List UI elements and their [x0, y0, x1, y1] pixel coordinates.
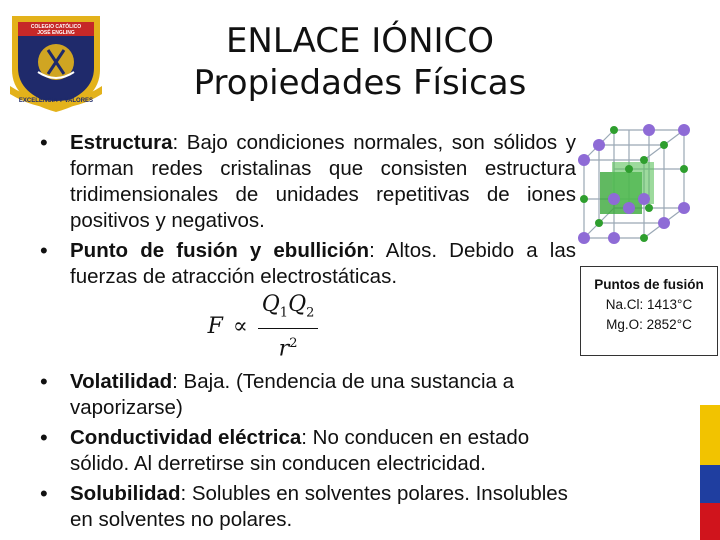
- term-description: : Bajo condiciones normales, son sólidos y forman redes cristalinas que consisten estructura tridimensionales de unidades repetitivas de iones positivos y negativos.: [70, 131, 576, 232]
- melting-points-box: [580, 266, 718, 356]
- formula-proportional-symbol: ∝: [232, 314, 248, 340]
- melting-point-mgo: Mg.O: 2852°C: [606, 317, 692, 332]
- list-item-conductivity: [36, 425, 576, 477]
- formula-force: F: [207, 314, 223, 340]
- flag-yellow-band: [700, 405, 720, 465]
- melting-point-nacl: Na.Cl: 1413°C: [605, 297, 693, 312]
- title-line-1: ENLACE IÓNICO: [225, 21, 495, 61]
- flag-stripe: [700, 405, 720, 540]
- formula-denominator: $r^2$: [278, 336, 298, 362]
- term-description: : Altos. Debido a las fuerzas de atracción electrostáticas.: [70, 239, 576, 288]
- flag-blue-band: [700, 465, 720, 503]
- term-label: Punto de fusión y ebullición: [70, 239, 370, 262]
- property-list: [36, 130, 576, 537]
- list-item-melting-point: [36, 238, 576, 363]
- svg-text:COLEGIO CATÓLICO: COLEGIO CATÓLICO: [30, 24, 82, 30]
- term-label: Estructura: [70, 131, 173, 154]
- school-crest-logo: [8, 12, 104, 116]
- list-item-volatility: [36, 369, 576, 421]
- svg-text:EXCELENCIA Y VALORES: EXCELENCIA Y VALORES: [18, 98, 94, 104]
- title-line-2: Propiedades Físicas: [193, 63, 527, 103]
- term-description: : Solubles en solventes polares. Insolubles en solventes no polares.: [70, 481, 568, 531]
- flag-red-band: [700, 503, 720, 540]
- list-item-solubility: [36, 481, 576, 533]
- list-item-structure: [36, 130, 576, 234]
- coulomb-formula: [70, 292, 576, 363]
- ionic-crystal-lattice-image: [574, 120, 698, 250]
- formula-fraction: [258, 292, 319, 363]
- term-description: : Baja. (Tendencia de una sustancia a vaporizarse): [70, 369, 515, 419]
- term-label: Solubilidad: [70, 481, 181, 505]
- formula-numerator: $Q_1Q_2$: [258, 292, 319, 329]
- term-description: : No conducen en estado sólido. Al derretirse sin conducen electricidad.: [70, 425, 530, 475]
- slide-title: [180, 20, 540, 104]
- term-label: Conductividad eléctrica: [70, 425, 302, 449]
- svg-text:JOSÉ ENGLING: JOSÉ ENGLING: [37, 30, 75, 36]
- term-label: Volatilidad: [70, 369, 173, 393]
- melting-points-heading: Puntos de fusión: [594, 277, 704, 292]
